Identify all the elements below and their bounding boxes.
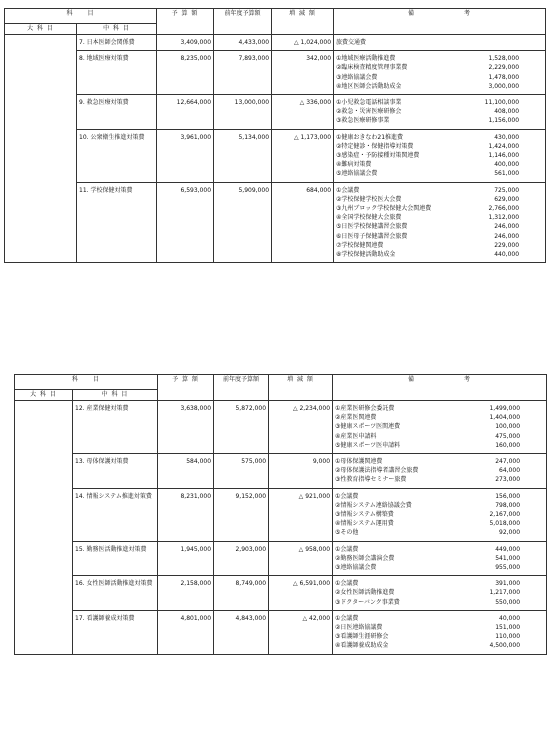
major-item-cell [15, 401, 73, 655]
remarks-cell [333, 454, 547, 489]
remark-amount: 11,100,000 [484, 99, 520, 107]
remark-line [336, 107, 543, 116]
remark-text: ③感染症・予防接種対策関連費 [336, 152, 420, 160]
header-minor-item: 中 科 目 [77, 24, 157, 35]
remark-text: ①母体保護関連費 [335, 458, 383, 466]
remark-line [336, 169, 543, 178]
remark-line [335, 623, 544, 632]
remark-text: ③九州ブロック学校保健大会関連費 [336, 205, 432, 213]
remark-amount: 1,478,000 [488, 73, 520, 81]
remarks-cell [334, 51, 546, 95]
prev-budget-amount: 5,909,000 [214, 182, 272, 263]
remark-amount: 798,000 [495, 501, 521, 509]
remark-amount: 475,000 [495, 432, 521, 440]
remarks-cell [334, 129, 546, 182]
remark-amount: 1,499,000 [489, 405, 521, 412]
remark-line [335, 475, 544, 484]
remark-text: ②女性医師活動推進費 [335, 589, 395, 597]
prev-budget-amount: 13,000,000 [214, 95, 272, 130]
prev-budget-amount: 575,000 [214, 454, 269, 489]
remark-text: ③連絡協議会費 [335, 564, 377, 572]
header-major-item: 大 科 目 [15, 390, 73, 401]
remark-line [336, 195, 543, 204]
remarks-cell [333, 401, 547, 454]
remarks-cell [334, 95, 546, 130]
remark-text: ④情報システム運用費 [335, 520, 394, 528]
table-row [5, 35, 546, 51]
remark-line [335, 632, 544, 641]
prev-budget-amount: 7,893,000 [214, 51, 272, 95]
remarks-cell [333, 488, 547, 541]
item-name: 17. 看護師養成対策費 [73, 610, 158, 654]
major-item-cell [5, 35, 77, 263]
table-row [15, 576, 547, 611]
remark-line [336, 213, 543, 222]
remark-amount: 3,000,000 [488, 82, 520, 90]
remark-line [335, 404, 544, 413]
remark-line [336, 116, 543, 125]
remark-amount: 400,000 [494, 161, 520, 169]
remark-text: ①小児救急電話相談事業 [336, 99, 402, 107]
budget-amount: 6,593,000 [157, 182, 214, 263]
difference-amount: △ 1,024,000 [272, 35, 334, 51]
remark-amount: 550,000 [495, 598, 521, 606]
item-name: 8. 地域医療対策費 [77, 51, 157, 95]
header-prev-budget: 前年度予算額 [214, 375, 269, 401]
remark-text: ④地区医師会活動助成金 [336, 82, 402, 90]
difference-amount: △ 1,173,000 [272, 129, 334, 182]
remark-text: ①健康おきなわ21推進費 [336, 133, 404, 141]
budget-table-2 [14, 374, 547, 655]
difference-amount: △ 42,000 [269, 610, 333, 654]
remark-line [336, 250, 543, 259]
header-minor-item: 中 科 目 [73, 390, 158, 401]
remark-text: ②産業医関連費 [335, 414, 377, 422]
remark-amount: 629,000 [494, 195, 520, 203]
remark-amount: 449,000 [495, 545, 521, 553]
item-name: 12. 産業保健対策費 [73, 401, 158, 454]
table-row [15, 610, 547, 654]
remark-line [335, 545, 544, 554]
remark-text: ②勤務医師会講演会費 [335, 554, 395, 562]
remark-line [335, 579, 544, 588]
table-row [15, 541, 547, 576]
remark-amount: 1,312,000 [488, 214, 520, 222]
header-remarks: 備 考 [334, 9, 546, 35]
remark-line [336, 133, 543, 142]
prev-budget-amount: 4,843,000 [214, 610, 269, 654]
remark-amount: 1,146,000 [488, 152, 520, 160]
item-name: 11. 学校保健対策費 [77, 182, 157, 263]
budget-amount: 8,231,000 [158, 488, 214, 541]
budget-amount: 3,961,000 [157, 129, 214, 182]
remark-line [335, 510, 544, 519]
remark-amount: 1,528,000 [488, 55, 520, 63]
remark-amount: 955,000 [495, 564, 521, 572]
remark-text: ①産業医研修会委託費 [335, 405, 395, 412]
header-major-item: 大 科 目 [5, 24, 77, 35]
remark-line [336, 63, 543, 72]
remark-amount: 1,217,000 [489, 589, 521, 597]
header-prev-budget: 前年度予算額 [214, 9, 272, 35]
remarks-cell [333, 610, 547, 654]
remark-amount: 561,000 [494, 170, 520, 178]
table-row [15, 401, 547, 454]
remark-amount: 391,000 [495, 580, 521, 588]
remark-amount: 4,500,000 [489, 642, 521, 650]
remark-amount: 5,018,000 [489, 520, 521, 528]
remark-text: ③ドクターバンク事業費 [335, 598, 400, 606]
remark-amount: 246,000 [494, 232, 520, 240]
remark-line [335, 641, 544, 650]
remark-line [335, 554, 544, 563]
budget-amount: 3,409,000 [157, 35, 214, 51]
remark-text: ⑤日医学校保健講習会旅費 [336, 223, 408, 231]
remark-text: ⑤連絡協議会費 [336, 170, 378, 178]
remark-text: ⑧学校保健活動助成金 [336, 251, 396, 259]
table-row [5, 51, 546, 95]
header-budget: 予 算 額 [158, 375, 214, 401]
remarks-cell [333, 576, 547, 611]
remark-amount: 247,000 [495, 458, 521, 466]
table-row [5, 182, 546, 263]
remark-text: ③性教育指導セミナー旅費 [335, 476, 407, 484]
remark-line [335, 528, 544, 537]
remark-line [335, 492, 544, 501]
header-remarks: 備 考 [333, 375, 547, 401]
remark-line [336, 241, 543, 250]
header-kamoku: 科 目 [15, 375, 158, 390]
remark-text: ①会議費 [335, 614, 359, 622]
prev-budget-amount: 2,903,000 [214, 541, 269, 576]
remark-text: ①地域医療活動推進費 [336, 55, 396, 63]
remark-text: ③情報システム構築費 [335, 511, 394, 519]
remark-amount: 541,000 [495, 554, 521, 562]
remarks-cell [334, 182, 546, 263]
budget-amount: 4,801,000 [158, 610, 214, 654]
remark-line [335, 432, 544, 441]
remark-line [336, 160, 543, 169]
item-name: 7. 日本医師会関係費 [77, 35, 157, 51]
budget-amount: 12,664,000 [157, 95, 214, 130]
difference-amount: △ 336,000 [272, 95, 334, 130]
remark-text: ①会議費 [335, 580, 359, 588]
remark-text: ③連絡協議会費 [336, 73, 378, 81]
remark-text: ③健康スポーツ医関連費 [335, 423, 401, 431]
remark-amount: 40,000 [499, 614, 521, 622]
remark-line [336, 151, 543, 160]
budget-amount: 584,000 [158, 454, 214, 489]
prev-budget-amount: 5,134,000 [214, 129, 272, 182]
remark-amount: 229,000 [494, 241, 520, 249]
budget-amount: 1,945,000 [158, 541, 214, 576]
header-kamoku: 科 目 [5, 9, 157, 24]
difference-amount: △ 2,234,000 [269, 401, 333, 454]
remark-amount: 156,000 [495, 492, 521, 500]
remark-text: ⑤健康スポーツ医申請料 [335, 441, 401, 449]
remark-text: ③救急医療研修事業 [336, 117, 390, 125]
remark-text: ③看護師生涯研修会 [335, 633, 389, 641]
remark-text: ②情報システム連絡協議会費 [335, 501, 412, 509]
prev-budget-amount: 4,433,000 [214, 35, 272, 51]
remark-line [336, 82, 543, 91]
item-name: 13. 母体保護対策費 [73, 454, 158, 489]
remark-amount: 246,000 [494, 223, 520, 231]
item-name: 9. 救急医療対策費 [77, 95, 157, 130]
remark-line [335, 519, 544, 528]
remark-line [336, 142, 543, 151]
remark-text: ②学校保健学校医大会費 [336, 195, 402, 203]
difference-amount: 9,000 [269, 454, 333, 489]
remark-text: ④看護師養成助成金 [335, 642, 389, 650]
table-row [15, 488, 547, 541]
remark-text: 旅費交通費 [336, 39, 367, 46]
remark-amount: 110,000 [495, 633, 521, 641]
remark-text: ④難病対策費 [336, 161, 372, 169]
remark-line [335, 466, 544, 475]
remark-line [335, 422, 544, 431]
difference-amount: 342,000 [272, 51, 334, 95]
difference-amount: △ 6,591,000 [269, 576, 333, 611]
table-row [15, 454, 547, 489]
remark-amount: 430,000 [494, 133, 520, 141]
remark-line [335, 441, 544, 450]
table-row [5, 129, 546, 182]
difference-amount: △ 958,000 [269, 541, 333, 576]
remark-text: ⑥日医母子保健講習会旅費 [336, 232, 408, 240]
remark-line [335, 457, 544, 466]
difference-amount: 684,000 [272, 182, 334, 263]
budget-amount: 2,158,000 [158, 576, 214, 611]
header-budget: 予 算 額 [157, 9, 214, 35]
remark-amount: 273,000 [495, 476, 521, 484]
budget-amount: 3,638,000 [158, 401, 214, 454]
remark-amount: 440,000 [494, 251, 520, 259]
remark-amount: 408,000 [494, 108, 520, 116]
remark-text: ⑤その他 [335, 529, 359, 537]
remark-line [335, 588, 544, 597]
budget-amount: 8,235,000 [157, 51, 214, 95]
remark-amount: 2,229,000 [488, 64, 520, 72]
table-row [5, 95, 546, 130]
remark-line [336, 98, 543, 107]
item-name: 16. 女性医師活動推進対策費 [73, 576, 158, 611]
difference-amount: △ 921,000 [269, 488, 333, 541]
remark-text: ②日医連絡協議費 [335, 624, 383, 632]
remark-line [335, 614, 544, 623]
remark-text: ⑦学校保健関連費 [336, 241, 384, 249]
item-name: 14. 情報システム推進対策費 [73, 488, 158, 541]
remark-text: ①会議費 [335, 492, 359, 500]
remark-line [336, 232, 543, 241]
remark-amount: 92,000 [499, 529, 521, 537]
remark-line [335, 563, 544, 572]
remark-text: ①会議費 [335, 545, 359, 553]
remark-line [336, 54, 543, 63]
remark-line [335, 413, 544, 422]
remark-line [336, 73, 543, 82]
budget-table-1 [4, 8, 546, 263]
remark-amount: 64,000 [499, 467, 521, 475]
remark-line [336, 204, 543, 213]
remark-line [335, 598, 544, 607]
remark-line [336, 186, 543, 195]
remark-text: ④全国学校保健大会旅費 [336, 214, 402, 222]
prev-budget-amount: 8,749,000 [214, 576, 269, 611]
remarks-cell [334, 35, 546, 51]
remark-amount: 1,156,000 [488, 117, 520, 125]
remark-text: ②臨床検査精度管理事業費 [336, 64, 408, 72]
remark-amount: 1,404,000 [489, 414, 521, 422]
prev-budget-amount: 5,872,000 [214, 401, 269, 454]
header-difference: 増 減 額 [272, 9, 334, 35]
remark-amount: 725,000 [494, 186, 520, 194]
remark-line [335, 501, 544, 510]
remark-amount: 1,424,000 [488, 142, 520, 150]
remark-text: ④産業医申請料 [335, 432, 377, 440]
remark-text: ②救急・災害医療研修会 [336, 108, 402, 116]
remark-amount: 2,766,000 [488, 205, 520, 213]
header-difference: 増 減 額 [269, 375, 333, 401]
prev-budget-amount: 9,152,000 [214, 488, 269, 541]
remark-text: ①会議費 [336, 186, 360, 194]
remark-amount: 160,000 [495, 441, 521, 449]
remark-line [336, 222, 543, 231]
remark-amount: 2,167,000 [489, 511, 521, 519]
remark-amount: 151,000 [495, 624, 521, 632]
remark-line [336, 38, 543, 47]
remark-text: ②特定健診・保健指導対策費 [336, 142, 414, 150]
item-name: 10. 公衆衛生推進対策費 [77, 129, 157, 182]
remark-amount: 100,000 [495, 423, 521, 431]
remarks-cell [333, 541, 547, 576]
remark-text: ②母体保護法指導者講習会旅費 [335, 467, 419, 475]
item-name: 15. 勤務医活動推進対策費 [73, 541, 158, 576]
